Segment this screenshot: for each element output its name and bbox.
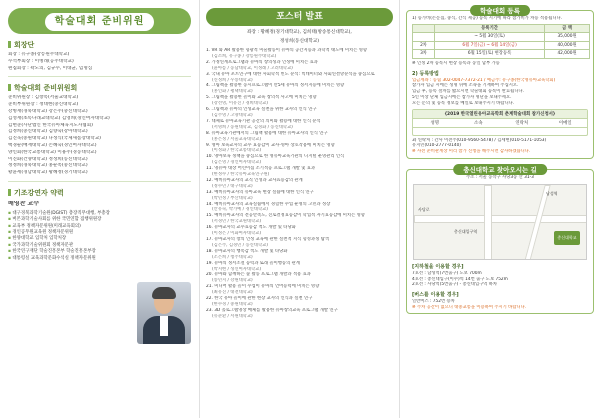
fee-header: 등록기간 xyxy=(435,24,545,33)
poster-chairs-2: 정성희(동신대학교) xyxy=(279,39,320,44)
poster-item: 5. 그림책을 활용한 놀이와 교육 창의적 사고에 미치는 영향 xyxy=(206,95,317,101)
committee-ribbon xyxy=(8,8,191,34)
poster-authors: (강선영, 이유진 / 경희대학교) xyxy=(212,101,268,107)
application-form-title: 《2019 한국열린유아교육학회 춘계학술대회 참가신청서》 xyxy=(413,110,587,118)
table-row: 3차 6월 15일(토) 현장등록 42,000원 xyxy=(413,50,590,59)
poster-item: 21. 미디어 활용 놀이 수업이 유아의 언어능력에 미치는 영향 xyxy=(206,284,320,290)
keynote-section-title: 기조강연자 약력 xyxy=(8,188,191,198)
registration-line: 5인 이상 단체 입금시에는 참가자 명단을 보내주세요. xyxy=(412,94,512,100)
application-form-columns: 성명 소속 연락처 이메일 xyxy=(413,118,587,127)
subway-heading: [지하철을 이용할 경우] xyxy=(412,263,464,270)
address: 주소 : 서울 동작구 사당3동 산 31-3 xyxy=(466,174,534,180)
poster-authors: (윤아름 / 동남대학교, 이정례 / 고려대학교) xyxy=(212,65,293,71)
poster-authors: (서명희 / 동원대학교, 김경화 / 동신대학교) xyxy=(212,124,293,130)
poster-authors: (홍은정 / 서울교육대학교) xyxy=(212,136,262,142)
committee-line: 준비위원장 : 김창복(서울교대학교) xyxy=(8,95,79,101)
poster-authors: (김은영 / 경인여자대학교) xyxy=(212,160,262,166)
committee-line: 이진화(건양대학교) 정성희(동신대학교) xyxy=(8,156,88,162)
divider xyxy=(8,181,191,182)
subway-line: 7호선 : 남성역(7번출구) 도보 700m xyxy=(412,270,482,276)
poster-item: 19. 유아의 정서조절 능력과 또래 놀이행동의 관계 xyxy=(206,260,300,266)
keynote-bio-item: ▪ 교육부 정책자문위원(미래교육회의) xyxy=(8,224,191,230)
registration-line: 참가자 입금 시에는 성명 뒤에 소속을 기재하여 주십시오. xyxy=(412,83,519,89)
bus-line: ※ 주차 공간이 없으니 대중교통을 이용하여 주시기 바랍니다. xyxy=(412,304,527,310)
registration-box xyxy=(406,7,594,159)
committee-line: 준비부위원장 : 정대현(충신대학교) xyxy=(8,102,79,108)
poster-authors: (한수경 / 중원대학교) xyxy=(212,301,253,307)
keynote-bio-item: ▪ 대통령실 교육과학문화수석실 정책자문위원 xyxy=(8,256,191,262)
poster-authors: (박지현 / 성신여자대학교) xyxy=(212,266,262,272)
registration-method-title: 2) 등록방법 xyxy=(412,70,439,77)
chair-line: 편집회장 : 곽노의, 김규수, 이대균, 임명심 xyxy=(8,65,93,71)
poster-item: 17. 유아교사의 창의 인성 교육에 관한 실천적 지식 형성과정 탐색 xyxy=(206,237,329,242)
poster-authors: (최유진 / 대전대학교) xyxy=(212,290,253,296)
poster-authors: (안유숙, 박가예 / 경인대학교) xyxy=(212,207,268,213)
committee-section-title: 학술대회 준비위원회 xyxy=(8,83,191,93)
poster-authors: (김주영 / 고양대학교) xyxy=(212,112,253,118)
registration-intro: 1) 등가비(논문집, 중식, 간식 제공) 등록 시기에 따라 참가비가 차등 적용됩니다. xyxy=(412,16,563,21)
fee-header: 금 액 xyxy=(545,24,590,33)
contact-line: 3) 연락처 : 간사 이전주(010-9560-5478) / 김세현(010-5171-1053) xyxy=(412,137,547,143)
divider xyxy=(8,76,191,77)
school-location-pin: 총신대학교 xyxy=(554,231,580,245)
poster-item: 1. VR 와 AR 활용한 형광적 미술활동이 유아의 공간지능과 과학적 태도에 미치는 영향 xyxy=(206,48,368,53)
poster-item: 23. 3D 홀로그램영상 매체를 활용한 유아창의교육 프로그램 개발 연구 xyxy=(206,307,338,313)
committee-line: 정정희(경북대학교) 홍순옥(중신대학교) xyxy=(8,163,88,169)
poster-authors: (서경민 / 한국교원대학교) xyxy=(212,219,262,225)
directions-title: 충신대학교 찾아오시는 길 xyxy=(453,164,547,175)
poster-authors: (정수민 / 대구대학교) xyxy=(212,183,253,189)
poster-item: 20. 유아와 함께하는 숲 활동 프로그램 개발과 적용 효과 xyxy=(206,272,311,278)
registration-line: 입금 후, 등록 절차를 밟으시면 학술대회 등록이 완료됩니다. xyxy=(412,89,524,95)
committee-line: 김진욱(중원대학교) 나성식(국제새롬장대학교) xyxy=(8,136,101,142)
poster-authors: (신정희 / 우송대학교) xyxy=(212,77,253,83)
map-label-station2: 남성역 xyxy=(546,190,558,196)
fee-note: ※ 인정 2차 등록시 현장 등록과 동일 납부 가능 xyxy=(412,60,500,66)
section-marker-icon xyxy=(8,84,11,91)
map-road xyxy=(414,215,587,223)
keynote-bio-item: ▪ 버몬과학기술사회를 위한 국민연합 집행위원장 xyxy=(8,217,191,223)
chair-section-title: 회장단 xyxy=(8,40,191,50)
poster-presentation-panel xyxy=(200,0,400,418)
poster-item: 9. 영아 보육교사의 교수 효능감이 교사-영아 상호작용에 미치는 영향 xyxy=(206,142,335,148)
poster-item: 15. 예비유아교사의 전공만족도, 진로결정효능감이 학업적 자기효능감에 미치는 영향 xyxy=(206,213,365,219)
committee-line: 김성재(초록다래교대학교) 김영희(경인여자대학교) xyxy=(8,115,110,121)
poster-title: 포스터 발표 xyxy=(206,8,393,26)
poster-item: 22. 한국 유아 놀이에 관한 현장 교사의 인식과 실천 연구 xyxy=(206,296,313,302)
subway-line: 4호선 : 총신대입구(이수)역 14번 출구 도보 752m xyxy=(412,276,508,282)
poster-item: 7. 대체로 유아교육기관 공간의 의미와 활용에 대한 인식 분석 xyxy=(206,118,321,124)
poster-authors: (송민지 / 강원대학교) xyxy=(212,278,253,284)
poster-authors: (유준환 / 서원대학교) xyxy=(212,313,253,319)
poster-item: 4. 그림책을 활용한 동시프로그램이 만5세 유아의 정서지능에 미치는 영향 xyxy=(206,83,345,89)
bus-line: 일반버스 : 752번 승차 xyxy=(412,299,455,305)
poster-item: 8. 유아교육기관에서의 그림책 활용에 대한 유아교사의 인식 연구 xyxy=(206,130,328,136)
poster-item: 14. 예비유아교사의 교육실습에서 경험한 수업 운영의 고민과 성장 xyxy=(206,201,331,207)
chair-line: 수석부회장 : 이병래(공주대학교) xyxy=(8,58,74,64)
poster-item: 18. 유아교사의 행복감 척도 개발 및 타당화 xyxy=(206,248,288,254)
keynote-bio-item: ▪ 한국연구재단 학술진흥본부 학술진흥본부장 xyxy=(8,249,191,255)
poster-item: 10. 영아보육 정책을 중심으로 한 영유아교육기관의 디지털 운영관리 인식 xyxy=(206,154,345,160)
registration-line: 입금계좌 : 농협 302-0047-7372-21 / 예금주: 유구종(한국영유아교육학회) xyxy=(412,77,556,83)
map-label-road: 사당로 xyxy=(418,206,430,212)
poster-authors: (김은주, 김경민 / 동신대학교) xyxy=(212,242,268,248)
committee-ribbon-title: 학술대회 준비위원 xyxy=(45,13,155,31)
table-row: 2차 6월 7일(금) ~ 6월 14일(금) 40,000원 xyxy=(413,41,590,50)
poster-authors: (한정수 / 한국유아교육연구원) xyxy=(212,172,270,178)
keynote-name: 배영찬 교수 xyxy=(8,200,40,207)
preparation-committee-panel xyxy=(0,0,200,418)
poster-authors: (김소희, 유구종 / 강릉원주대학교) xyxy=(212,53,277,59)
fee-table xyxy=(412,24,590,59)
subway-line: 2호선 : 사당역(5번출구) - 총신대입구역 하차 xyxy=(412,282,498,288)
registration-line: 모든 문의 및 등록 정보를 메일로 보내주시기 바랍니다. xyxy=(412,100,515,106)
map-label-station: 총신대입구역 xyxy=(454,228,478,234)
registration-title: 학술대회 등록 xyxy=(470,5,530,16)
fee-header xyxy=(413,24,435,33)
poster-authors: (이정은 / 이화여자대학교) xyxy=(212,231,262,237)
keynote-speaker-photo xyxy=(137,282,191,344)
committee-line: 백경순(배재대학교) 손혜숙(경인여자대학교) xyxy=(8,142,97,148)
committee-line: 김정희(충신대학교) 김향숙(강아대학교) xyxy=(8,129,88,135)
poster-item: 16. 유아교사의 교수효능감 척도 개발 및 타당화 xyxy=(206,225,296,231)
poster-authors: (홍인화 / 평택대학교) xyxy=(212,89,253,95)
poster-item: 12. 예비유아교사의 교직 인성과 교사효능감의 관계 xyxy=(206,177,303,183)
poster-item: 11. 영유아 대상 어린이집 조기적응 프로그램 개발 및 효과 xyxy=(206,166,316,172)
poster-item: 3. 국내 유아 포트연구에 대한 사회학적 빈도 분석: 빅데이터와 사회연결망분석을 중심으로 xyxy=(206,71,375,77)
keynote-bio-item: ▪ 국가과학기술위원회 정책자문관 xyxy=(8,243,191,249)
location-map[interactable] xyxy=(413,184,587,260)
committee-line: 김현준(사단법인 한국유아체육지도자협회) xyxy=(8,122,93,128)
committee-line: 양인회(한국교통대학교) 이용주(경동대학교) xyxy=(8,149,97,155)
poster-authors: (조은희 / 청주대학교) xyxy=(212,254,253,260)
section-marker-icon xyxy=(8,41,11,48)
chair-line: 회장 : 유구종(강릉원주대학교) xyxy=(8,52,70,57)
keynote-bio-item: ▪ 대구경북과학기술원(DGIST) 총장직무대행, 부총장 xyxy=(8,211,191,217)
poster-item: 6. 그림책과 유아의 인성교육 실천을 위한 교사의 인식 연구 xyxy=(206,107,317,113)
section-marker-icon xyxy=(8,189,11,196)
directions-box xyxy=(406,165,594,314)
keynote-bio-item: ▪ 한양대학교 입학처 입학처장 xyxy=(8,236,191,242)
committee-line: 강병재(경북대학교) 강은주(충신대학교) xyxy=(8,108,88,114)
table-row: ~ 5월 30일(토) 35,000원 xyxy=(413,33,590,42)
bus-heading: [버스를 이용할 경우] xyxy=(412,292,459,299)
application-form xyxy=(412,109,588,136)
poster-chairs: 좌장 : 황혜정(경기대학교), 김희태(방송통신대학교), xyxy=(247,30,352,35)
poster-list xyxy=(200,48,399,320)
keynote-bio-item: ▪ 경인공무원교육원 정책자문위원 xyxy=(8,230,191,236)
poster-item: 2. 가정연계프로그램과 유아의 창의성과 인성에 미치는 효과 xyxy=(206,59,318,65)
poster-authors: (박민정 / 부산대학교) xyxy=(212,195,253,201)
notice-line: ※ 사전 준비관계상 미리 참가 신청을 해주시면 감사하겠습니다. xyxy=(412,149,531,155)
poster-authors: (이정화 / 한국교통대학교) xyxy=(212,148,262,154)
application-form-blank-row xyxy=(413,127,587,135)
contact-line: 유지민(010-2777-0140) xyxy=(412,143,461,149)
map-road xyxy=(484,185,492,260)
registration-panel xyxy=(400,0,600,418)
committee-line: 황윤세(경남대학교) 황혜정(경기대학교) xyxy=(8,170,88,176)
poster-item: 13. 예비유아교사의 유아교육 현장 실습에 대한 인식 연구 xyxy=(206,189,314,195)
